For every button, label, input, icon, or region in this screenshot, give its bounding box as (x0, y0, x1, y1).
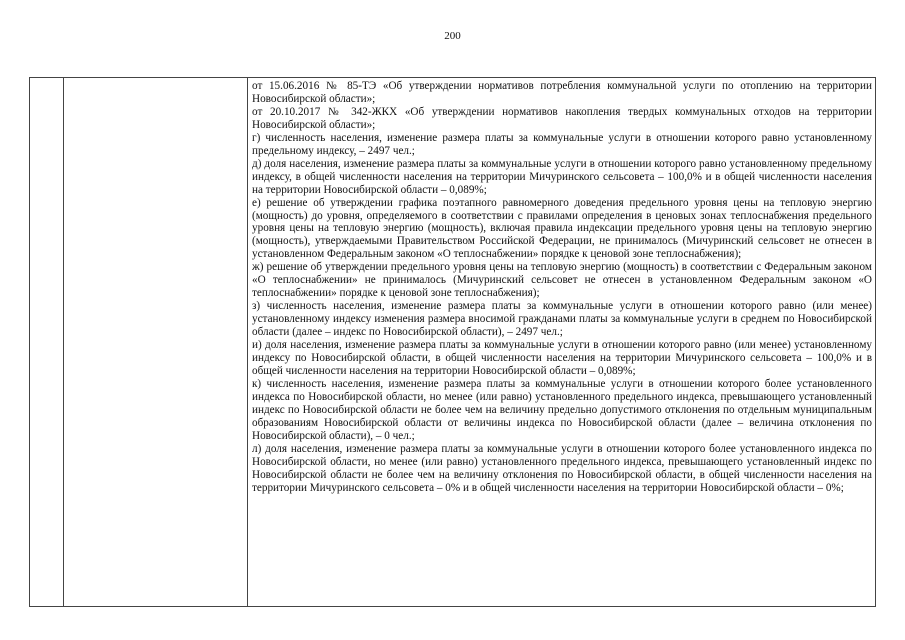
column-divider-2 (247, 78, 248, 606)
table-cell-content (252, 80, 872, 495)
column-divider-1 (63, 78, 64, 606)
paragraph-z: з) численность населения, изменение размера платы за коммунальные услуги в отношении которого равно (или менее) установленному индексу изменения размера вносимой гражданами платы за коммунальные услуги в среднем по Новосибирской области (далее – индекс по Новосибирской области), – 2497 чел.; (252, 300, 872, 339)
paragraph-resolution-85: от 15.06.2016 № 85-ТЭ «Об утверждении нормативов потребления коммунальной услуги по отоплению на территории Новосибирской области»; (252, 80, 872, 105)
paragraph-d: д) доля населения, изменение размера платы за коммунальные услуги в отношении которого равно установленному предельному индексу, в общей численности населения на территории Мичуринского сельсовета – 100,0% и в общей численности населения на территории Новосибирской области – 0,089%; (252, 157, 872, 196)
document-table (29, 77, 876, 607)
paragraph-i: и) доля населения, изменение размера платы за коммунальные услуги в отношении которого равно (или менее) установленному индексу по Новосибирской области, в общей численности населения на территории Мичуринского сельсовета – 100,0% и в общей численности населения на территории Новосибирской области – 0,089%; (252, 339, 872, 377)
paragraph-zh: ж) решение об утверждении предельного уровня цены на тепловую энергию (мощность) в соответствии с Федеральным законом «О теплоснабжении» не принималось (Мичуринский сельсовет не отнесен в установленном Федеральным законом «О теплоснабжении» порядке к ценовой зоне теплоснабжения); (252, 261, 872, 300)
paragraph-l: л) доля населения, изменение размера платы за коммунальные услуги в отношении которого более установленного индекса по Новосибирской области, но менее (или равно) установленного предельного индекса, превышающего установленный индекс по Новосибирской области не более чем на величину отклонения по Новосибирской области, в общей численности населения на территории Мичуринского сельсовета – 0% и в общей численности населения на территории Новосибирской области – 0%; (252, 442, 872, 494)
paragraph-resolution-342: от 20.10.2017 № 342-ЖКХ «Об утверждении нормативов накопления твердых коммунальных отходов на территории Новосибирской области»; (252, 105, 872, 131)
paragraph-e: е) решение об утверждении графика поэтапного равномерного доведения предельного уровня цены на тепловую энергию (мощность) до уровня, определяемого в соответствии с правилами определения в ценовых зонах теплоснабжения предельного уровня цены на тепловую энергию (мощность), включая правила индексации предельного уровня цены на тепловую энергию (мощность), утверждаемыми Правительством Российской Федерации, не принималось (Мичуринский сельсовет не отнесен в установленном Федеральным законом «О теплоснабжении» порядке к ценовой зоне теплоснабжения); (252, 196, 872, 261)
paragraph-k: к) численность населения, изменение размера платы за коммунальные услуги в отношении которого более установленного индекса по Новосибирской области, но менее (или равно) установленного предельного индекса, превышающего установленный индекс по Новосибирской области не более чем на величину предельно допустимого отклонения по отдельным муниципальным образованиям Новосибирской области от величины индекса по Новосибирской области (далее – величина отклонения по Новосибирской области), – 0 чел.; (252, 377, 872, 442)
paragraph-g: г) численность населения, изменение размера платы за коммунальные услуги в отношении которого равно установленному предельному индексу, – 2497 чел.; (252, 131, 872, 157)
page-number: 200 (444, 30, 461, 42)
